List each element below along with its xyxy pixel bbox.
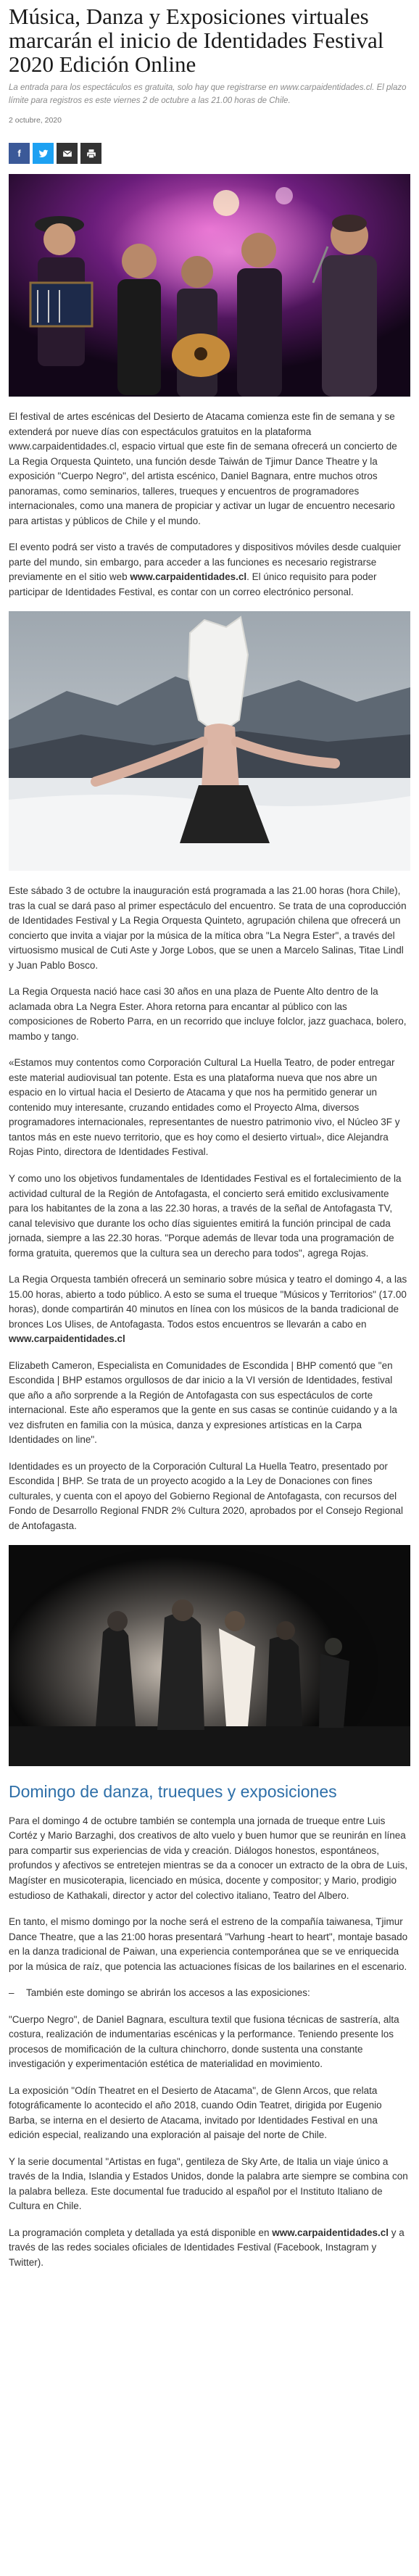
share-bar [9, 143, 410, 164]
email-share-button[interactable] [57, 143, 78, 164]
facebook-icon: f [17, 147, 21, 159]
band-photo [9, 174, 410, 397]
bullet-text: También este domingo se abrirán los accesos a las exposiciones: [26, 1987, 310, 1999]
paragraph-12: "Cuerpo Negro", de Daniel Bagnara, escultura textil que fusiona técnicas de sastrería, alta costura, realización de indumentarias escénicas y la performance. Teniendo presente los procesos de momificación de la cultura chinchorro, donde sustenta una constante investigación y experimentación estética de materialidad en movimiento. [9, 2013, 399, 2070]
section-heading: Domingo de danza, trueques y exposiciones [9, 1782, 337, 1802]
twitter-share-button[interactable] [33, 143, 54, 164]
email-icon [62, 149, 72, 159]
dancer-snow-illustration [9, 611, 410, 871]
facebook-share-button[interactable] [9, 143, 30, 164]
article-lead: La entrada para los espectáculos es gratuita, solo hay que registrarse en www.carpaidentidades.cl. El plazo límite para registros es este viernes 2 de octubre a las 21.00 horas de Chile. [9, 83, 407, 106]
paragraph-3: Este sábado 3 de octubre la inauguración está programada a las 21.00 horas (hora Chile), tras la cual se dará paso al primer espectáculo del encuentro. Se trata de una coproducción de Identidades Festival y La Regia Orquesta Quinteto, agrupación chilena que ofrecerá un concierto que invita a viajar por la música de la mítica obra "La Negra Ester", a través del virtuosismo musical de Cuti Aste y Jorge Lobos, que se unen a Marcelo Salinas, Titae Lindl y Juan Pablo Bosco. [9, 885, 407, 971]
publish-date: 2 octubre, 2020 [9, 116, 62, 125]
paragraph-9: Identidades es un proyecto de la Corporación Cultural La Huella Teatro, presentado por Escondida | BHP. Se trata de un proyecto acogido a la Ley de Donaciones con fines culturales, y cuenta con el apoyo del Gobierno Regional de Antofagasta, con recursos del Fondo de Desarrollo Regional FNDR 2% Cultura 2020, aprobados por el Consejo Regional de Antofagasta. [9, 1460, 404, 1531]
paragraph-2: El evento podrá ser visto a través de computadores y dispositivos móviles desde cualquier parte del mundo, sin embargo, para acceder a las funciones es necesario registrarse previamente en el sitio web www.carpaidentidades.cl. El único requisito para poder participar de Identidades Festival, es contar con un correo electrónico personal. [9, 542, 402, 597]
carpaidentidades-link-2[interactable]: www.carpaidentidades.cl [9, 1333, 125, 1345]
print-share-button[interactable] [80, 143, 101, 164]
paragraph-15: La programación completa y detallada ya está disponible en www.carpaidentidades.cl y a través de las redes sociales oficiales de Identidades Festival (Facebook, Instagram y Twitter). [9, 2227, 405, 2268]
exhibitions-bullet [9, 1986, 410, 2001]
stage-performance-photo [9, 1545, 410, 1766]
paragraph-8: Elizabeth Cameron, Especialista en Comunidades de Escondida | BHP comentó que "en Escondida | BHP estamos orgullosos de dar inicio a la VI versión de Identidades, festival que año a año sorprende a la Región de Antofagasta con sus espectáculos de corte internacional. Este año esperamos que la gente en sus casas se continúe cuidando y a la vez disfruten en familia con la música, danza y expresiones artísticas en la Carpa Identidades on line". [9, 1359, 397, 1446]
carpaidentidades-link-3[interactable]: www.carpaidentidades.cl [272, 2227, 389, 2238]
dancer-snow-photo [9, 611, 410, 871]
paragraph-5: «Estamos muy contentos como Corporación Cultural La Huella Teatro, de poder entregar este material audiovisual tan potente. Esta es una plataforma nueva que nos abre un espacio en lo virtual hacia el Desierto de Atacama y que nos ha permitido generar un contenido muy interesante, cruzando entidades como el Proyecto Alma, diversos programadores internacionales, representantes de nuestro patrimonio vivo, el Núcleo 3F y tantos más en este nuevo territorio, que es hoy como el desierto virtual», dice Alejandra Rojas Pinto, directora de Identidades Festival. [9, 1057, 400, 1158]
carpaidentidades-link-1[interactable]: www.carpaidentidades.cl [130, 571, 247, 583]
band-illustration [9, 174, 410, 397]
stage-performance-illustration [9, 1545, 410, 1766]
paragraph-1: El festival de artes escénicas del Desierto de Atacama comienza este fin de semana y se extenderá por nueve días con espectáculos gratuitos en la plataforma www.carpaidentidades.cl, espacio virtual que este fin de semana ofrecerá un concierto de La Regia Orquesta Quinteto, una función desde Taiwán de Tjimur Dance Theatre y la exposición "Cuerpo Negro", del artista escénico, Daniel Bagnara, entre muchos otros panoramas, como seminarios, talleres, trueques y encuentros de programadores internacionales, como una manera de propiciar y activar un lugar de encuentro necesario para artistas y públicos de Chile y el mundo. [9, 411, 397, 526]
bullet-dash: – [9, 1987, 14, 1999]
article-title: Música, Danza y Exposiciones virtuales marcarán el inicio de Identidades Festival 2020 Edición Online [9, 4, 384, 78]
twitter-icon [38, 149, 49, 159]
print-icon [86, 149, 96, 159]
paragraph-13: La exposición "Odín Theatret en el Desierto de Atacama", de Glenn Arcos, que relata fotográficamente lo acontecido el año 2018, cuando Odin Teatret, dirigida por Eugenio Barba, se interna en el desierto de Atacama, invitado por Identidades Festival en una edición especial, realizando una exploración al paisaje del norte de Chile. [9, 2084, 382, 2141]
paragraph-6: Y como uno los objetivos fundamentales de Identidades Festival es el fortalecimiento de la actividad cultural de la Región de Antofagasta, el concierto será emitido exclusivamente para los habitantes de la zona a las 22.30 horas, a través de la señal de Antofagasta TV, canal televisivo que durante los ocho días siguientes emitirá la función principal de cada jornada, siempre a las 22.30 horas. "Porque además de llevar toda una programación de forma gratuita, queremos que la cultura sea un derecho para todos", agrega Rojas. [9, 1173, 402, 1259]
paragraph-14: Y la serie documental "Artistas en fuga", gentileza de Sky Arte, de Italia un viaje único a través de la India, Islandia y Estados Unidos, donde la palabra arte siempre se combina con la palabra belleza. Este documental fue traducido al español por el Instituto Italiano de Cultura en Chile. [9, 2155, 408, 2212]
paragraph-4: La Regia Orquesta nació hace casi 30 años en una plaza de Puente Alto dentro de la aclamada obra La Negra Ester. Ahora retorna para encantar al público con las composiciones de Roberto Parra, en un recorrido que incluye folclor, jazz guachaca, bolero, mambo y tango. [9, 986, 407, 1042]
paragraph-10: Para el domingo 4 de octubre también se contempla una jornada de trueque entre Luis Cortéz y Mario Barzaghi, dos creativos de alto vuelo y buen humor que se reunirán en línea para compartir sus experiencias de vida y creación. Diálogos honestos, espontáneos, profundos y afectivos se entretejen mientras se da a conocer un extracto de la obra de Luis, Magíster en musicoterapia, licenciado en música, docente y compositor; y Mario, prodigio estudioso de Kathakali, director y actor del colectivo italiano, Teatro del Albero. [9, 1815, 408, 1901]
paragraph-11: En tanto, el mismo domingo por la noche será el estreno de la compañía taiwanesa, Tjimur Dance Theatre, que a las 21:00 horas presentará "Varhung -heart to heart", montaje basado en la danza tradicional de Paiwan, una experiencia contemporánea que se ve enriquecida por la música de raíz, que potencia las actuaciones físicas de los bailarines en el escenario. [9, 1916, 408, 1972]
paragraph-7: La Regia Orquesta también ofrecerá un seminario sobre música y teatro el domingo 4, a las 15.00 horas, abierto a todo público. A esto se suma el trueque "Músicos y Territorios" (17.00 horas), donde compartirán 40 minutos en línea con los músicos de la banda tradicional de bronces Los Ulises, de Antofagasta. Todos estos encuentros se llevarán a cabo en www.carpaidentidades.cl [9, 1274, 407, 1345]
